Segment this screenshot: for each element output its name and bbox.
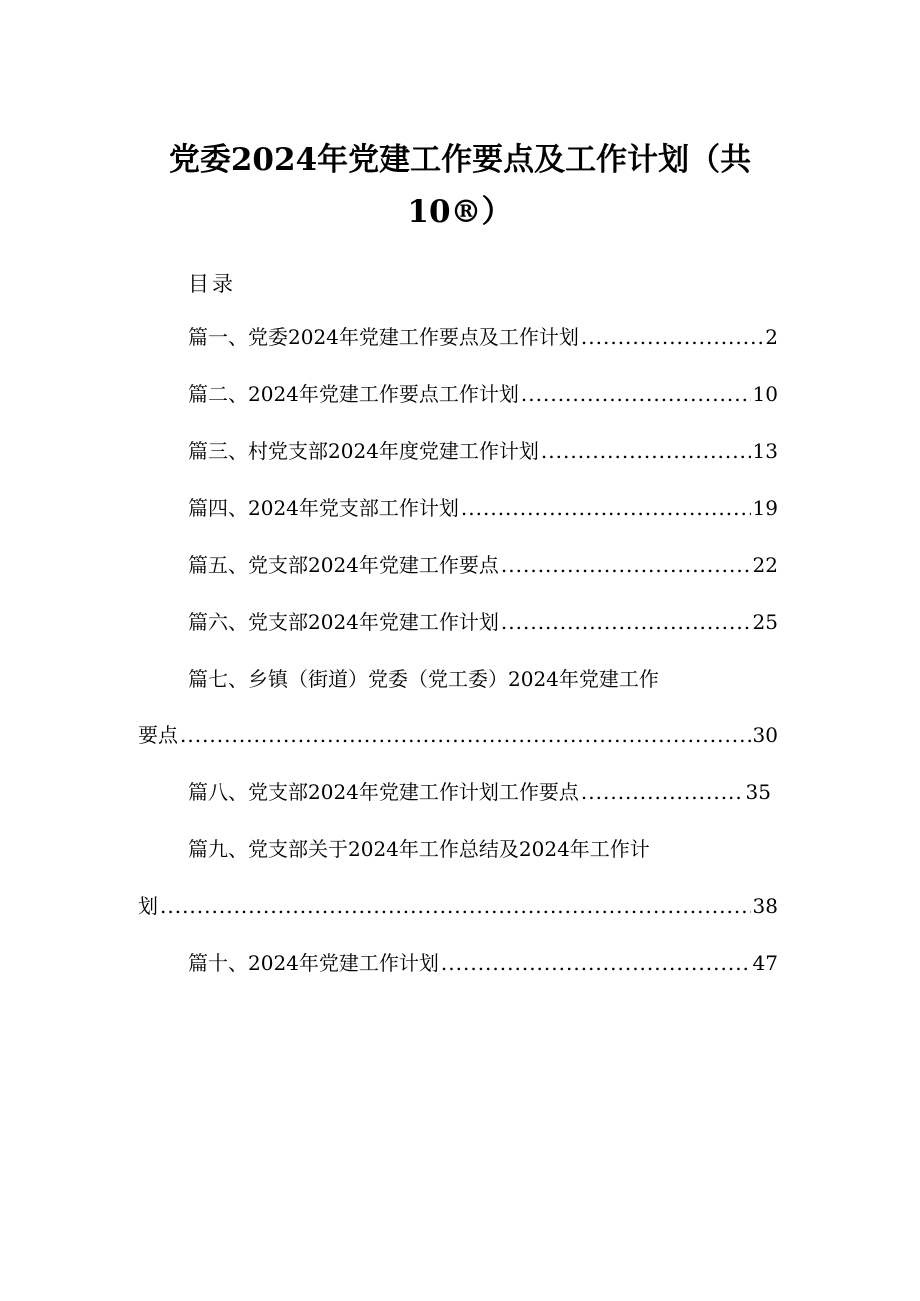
toc-entry-title-first-line[interactable]: 篇七、乡镇（街道）党委（党工委）2024年党建工作 xyxy=(188,667,659,691)
toc-leader-dots xyxy=(581,322,763,352)
toc-entry[interactable] xyxy=(188,493,778,523)
toc-entry-title: 篇三、村党支部2024年度党建工作计划 xyxy=(188,439,539,463)
toc-leader-dots xyxy=(581,777,744,807)
document-title-line1: 党委2024年党建工作要点及工作计划（共 xyxy=(168,142,752,178)
toc-entry-page: 38 xyxy=(752,894,778,918)
document-title-line2: 10®） xyxy=(407,194,513,230)
toc-entry-page: 47 xyxy=(752,951,778,975)
toc-leader-dots xyxy=(461,493,751,523)
toc-entry-title: 划 xyxy=(138,894,158,918)
toc-entry[interactable] xyxy=(188,379,778,409)
toc-heading: 目录 xyxy=(188,272,236,296)
toc-leader-dots xyxy=(501,607,751,637)
toc-leader-dots xyxy=(541,436,751,466)
toc-entry-page: 30 xyxy=(752,723,778,747)
toc-entry-title: 篇十、2024年党建工作计划 xyxy=(188,951,439,975)
toc-leader-dots xyxy=(441,948,751,978)
toc-entry[interactable] xyxy=(188,550,778,580)
toc-entry-page: 13 xyxy=(752,439,778,463)
toc-leader-dots xyxy=(180,720,751,750)
toc-entry-title: 篇八、党支部2024年党建工作计划工作要点 xyxy=(188,780,579,804)
toc-entry-page: 10 xyxy=(752,382,778,406)
toc-entry-title: 篇二、2024年党建工作要点工作计划 xyxy=(188,382,519,406)
toc-entry[interactable] xyxy=(138,891,778,921)
toc-entry-page: 19 xyxy=(752,496,778,520)
toc-entry[interactable] xyxy=(138,720,778,750)
toc-entry-page: 2 xyxy=(765,325,778,349)
toc-entry-title: 篇六、党支部2024年党建工作计划 xyxy=(188,610,499,634)
toc-entry[interactable] xyxy=(188,777,771,807)
toc-entry[interactable] xyxy=(188,607,778,637)
toc-entry[interactable] xyxy=(188,948,778,978)
toc-entry-title: 要点 xyxy=(138,723,178,747)
toc-entry-page: 22 xyxy=(752,553,778,577)
toc-leader-dots xyxy=(501,550,751,580)
toc-entry-title: 篇四、2024年党支部工作计划 xyxy=(188,496,459,520)
toc-leader-dots xyxy=(160,891,751,921)
toc-entry[interactable] xyxy=(188,322,778,352)
toc-entry-page: 25 xyxy=(752,610,778,634)
toc-leader-dots xyxy=(521,379,751,409)
toc-entry-page: 35 xyxy=(745,780,771,804)
toc-entry-title-first-line[interactable]: 篇九、党支部关于2024年工作总结及2024年工作计 xyxy=(188,837,650,861)
toc-entry-title: 篇一、党委2024年党建工作要点及工作计划 xyxy=(188,325,579,349)
toc-entry-title: 篇五、党支部2024年党建工作要点 xyxy=(188,553,499,577)
toc-entry[interactable] xyxy=(188,436,778,466)
